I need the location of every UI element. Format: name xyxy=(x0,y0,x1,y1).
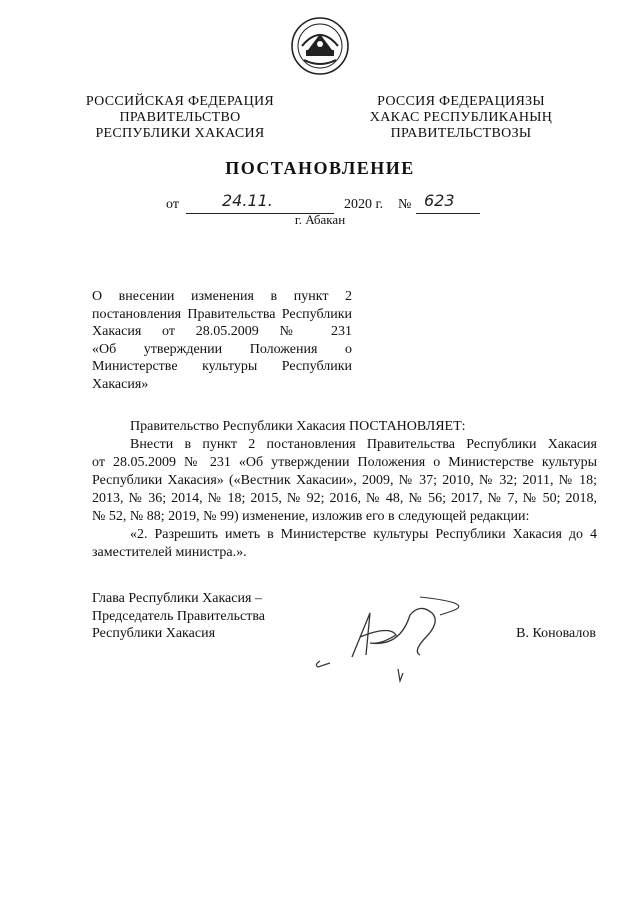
header-right-line-1: РОССИЯ ФЕДЕРАЦИЯЗЫ xyxy=(377,94,545,109)
city-label: г. Абакан xyxy=(294,212,346,227)
date-prefix: от xyxy=(166,197,179,212)
header-right-line-2: ХАКАС РЕСПУБЛИКАНЫҢ xyxy=(369,110,553,125)
signatory-name: В. Коновалов xyxy=(516,626,596,641)
header-right-line-3: ПРАВИТЕЛЬСТВОЗЫ xyxy=(390,126,532,141)
signatory-position-line: Республики Хакасия xyxy=(92,626,216,641)
body-line: 2013, № 36; 2014, № 18; 2015, № 92; 2016, № 48, № 56; 2017, № 7, № 50; 2018, xyxy=(92,491,597,506)
handwritten-date: 24.11. xyxy=(222,191,273,210)
body-line: Правительство Республики Хакасия ПОСТАНОВЛЯЕТ: xyxy=(130,419,466,434)
subject-line: Хакасия» xyxy=(92,376,149,392)
body-line: «2. Разрешить иметь в Министерстве культуры Республики Хакасия до 4 xyxy=(130,527,597,542)
subject-block xyxy=(92,288,352,393)
signatory-position-line: Председатель Правительства xyxy=(92,608,265,624)
handwritten-number: 623 xyxy=(424,191,455,210)
signatory-position xyxy=(92,590,312,643)
subject-line: «Об утверждении Положения о xyxy=(92,341,352,357)
header-left xyxy=(80,94,280,142)
subject-line: Хакасия от 28.05.2009 № 231 xyxy=(92,324,352,339)
document-title: ПОСТАНОВЛЕНИЕ xyxy=(225,158,415,178)
header-right xyxy=(356,94,566,142)
header-left-line-3: РЕСПУБЛИКИ ХАКАСИЯ xyxy=(95,126,265,141)
body-line: заместителей министра.». xyxy=(92,545,247,560)
number-sign: № xyxy=(398,197,412,212)
header-left-line-1: РОССИЙСКАЯ ФЕДЕРАЦИЯ xyxy=(85,94,275,109)
body-text xyxy=(92,418,597,562)
body-line: Внести в пункт 2 постановления Правительства Республики Хакасия xyxy=(130,437,597,452)
body-line: № 52, № 88; 2019, № 99) изменение, изложив его в следующей редакции: xyxy=(92,509,530,524)
signatory-position-line: Глава Республики Хакасия – xyxy=(92,591,262,606)
year-label: 2020 г. xyxy=(344,197,384,212)
header-left-line-2: ПРАВИТЕЛЬСТВО xyxy=(119,110,241,125)
subject-line: Министерстве культуры Республики xyxy=(92,359,352,374)
subject-line: постановления Правительства Республики xyxy=(92,306,352,322)
handwritten-signature xyxy=(300,585,480,705)
subject-line: О внесении изменения в пункт 2 xyxy=(92,289,352,304)
coat-of-arms-emblem xyxy=(290,16,350,76)
body-line: Республики Хакасия» («Вестник Хакасии», 2009, № 37; 2010, № 32; 2011, № 18; xyxy=(92,473,597,488)
body-line: от 28.05.2009 № 231 «Об утверждении Положения о Министерстве культуры xyxy=(92,455,597,470)
